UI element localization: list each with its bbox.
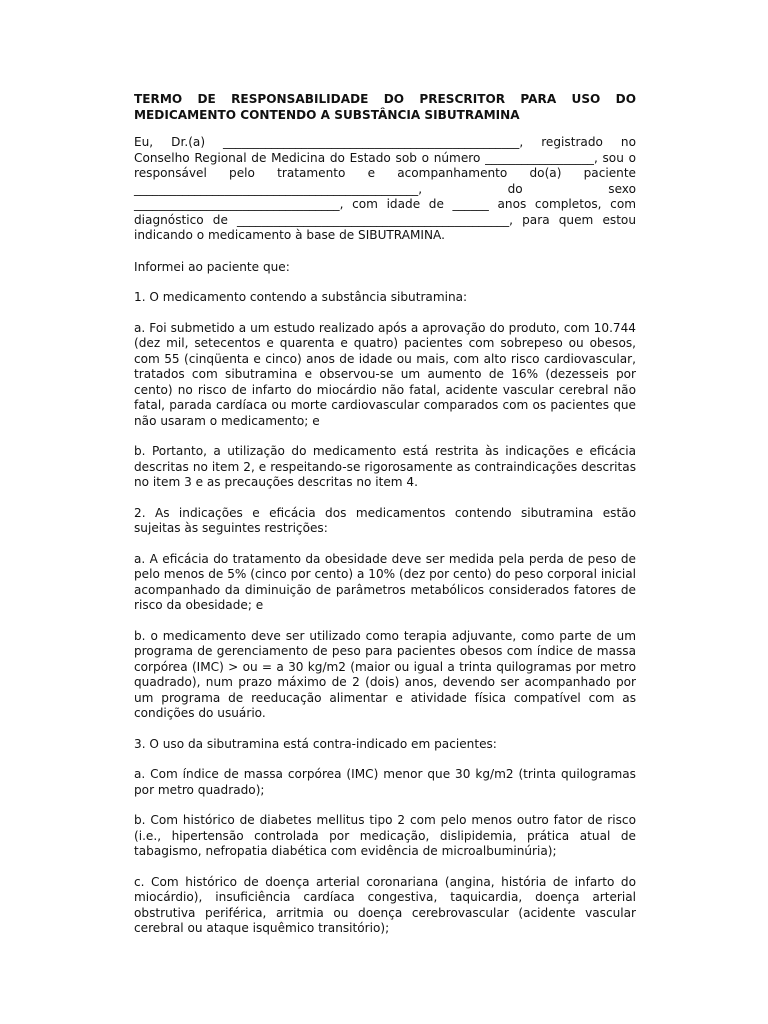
section-1-heading: 1. O medicamento contendo a substância sibutramina: [134, 290, 468, 304]
section-2-heading: 2. As indicações e eficácia dos medicamentos contendo sibutramina estão sujeitas às seguintes restrições: [134, 505, 636, 535]
section-3-item-c: c. Com histórico de doença arterial coronariana (angina, história de infarto do miocárdio), insuficiência cardíaca congestiva, taquicardia, doença arterial obstrutiva periférica, arritmia ou doença cerebrovascular (acidente vascular cerebral ou ataque isquêmico transitório); [134, 874, 636, 935]
section-3-item-a: a. Com índice de massa corpórea (IMC) menor que 30 kg/m2 (trinta quilogramas por metro quadrado); [134, 767, 636, 797]
title-line-1: TERMO DE RESPONSABILIDADE DO PRESCRITOR PARA USO DO [134, 92, 636, 106]
section-2-item-b: b. o medicamento deve ser utilizado como terapia adjuvante, como parte de um programa de gerenciamento de peso para pacientes obesos com índice de massa corpórea (IMC) > ou = a 30 kg/m2 (maior ou igual a trinta quilogramas por metro quadrado), num prazo máximo de 2 (dois) anos, devendo ser acompanhado por um programa de reeducação alimentar e atividade física compatível com as condições do usuário. [134, 628, 636, 720]
declaration-paragraph: Eu, Dr.(a) _________________________________________________, registrado no Conselho Regional de Medicina do Estado sob o número __________________, sou o responsável pelo tratamento e acompanhamento do(a) paciente _______________________________________________, do sexo __________________________________, com idade de ______ anos completos, com diagnóstico de _____________________________________________, para quem estou indicando o medicamento à base de SIBUTRAMINA. [134, 135, 636, 242]
section-1-item-a: a. Foi submetido a um estudo realizado após a aprovação do produto, com 10.744 (dez mil, setecentos e quarenta e quatro) pacientes com sobrepeso ou obesos, com 55 (cinqüenta e cinco) anos de idade ou mais, com alto risco cardiovascular, tratados com sibutramina e observou-se um aumento de 16% (dezesseis por cento) no risco de infarto do miocárdio não fatal, acidente vascular cerebral não fatal, parada cardíaca ou morte cardiovascular comparados com os pacientes que não usaram o medicamento; e [134, 320, 636, 428]
title-line-2: MEDICAMENTO CONTENDO A SUBSTÂNCIA SIBUTRAMINA [134, 107, 520, 122]
section-2-item-a: a. A eficácia do tratamento da obesidade deve ser medida pela perda de peso de pelo menos de 5% (cinco por cento) a 10% (dez por cento) do peso corporal inicial acompanhado da diminuição de parâmetros metabólicos considerados fatores de risco da obesidade; e [134, 551, 636, 612]
section-3-item-b: b. Com histórico de diabetes mellitus tipo 2 com pelo menos outro fator de risco (i.e., hipertensão controlada por medicação, dislipidemia, prática atual de tabagismo, nefropatia diabética com evidência de microalbuminúria); [134, 813, 636, 858]
section-3-heading: 3. O uso da sibutramina está contra-indicado em pacientes: [134, 736, 497, 751]
informed-intro: Informei ao paciente que: [134, 259, 290, 274]
document-page [134, 92, 636, 952]
section-1-item-b: b. Portanto, a utilização do medicamento está restrita às indicações e eficácia descritas no item 2, e respeitando-se rigorosamente as contraindicações descritas no item 3 e as precauções descritas no item 4. [134, 444, 636, 489]
document-title [134, 92, 636, 123]
